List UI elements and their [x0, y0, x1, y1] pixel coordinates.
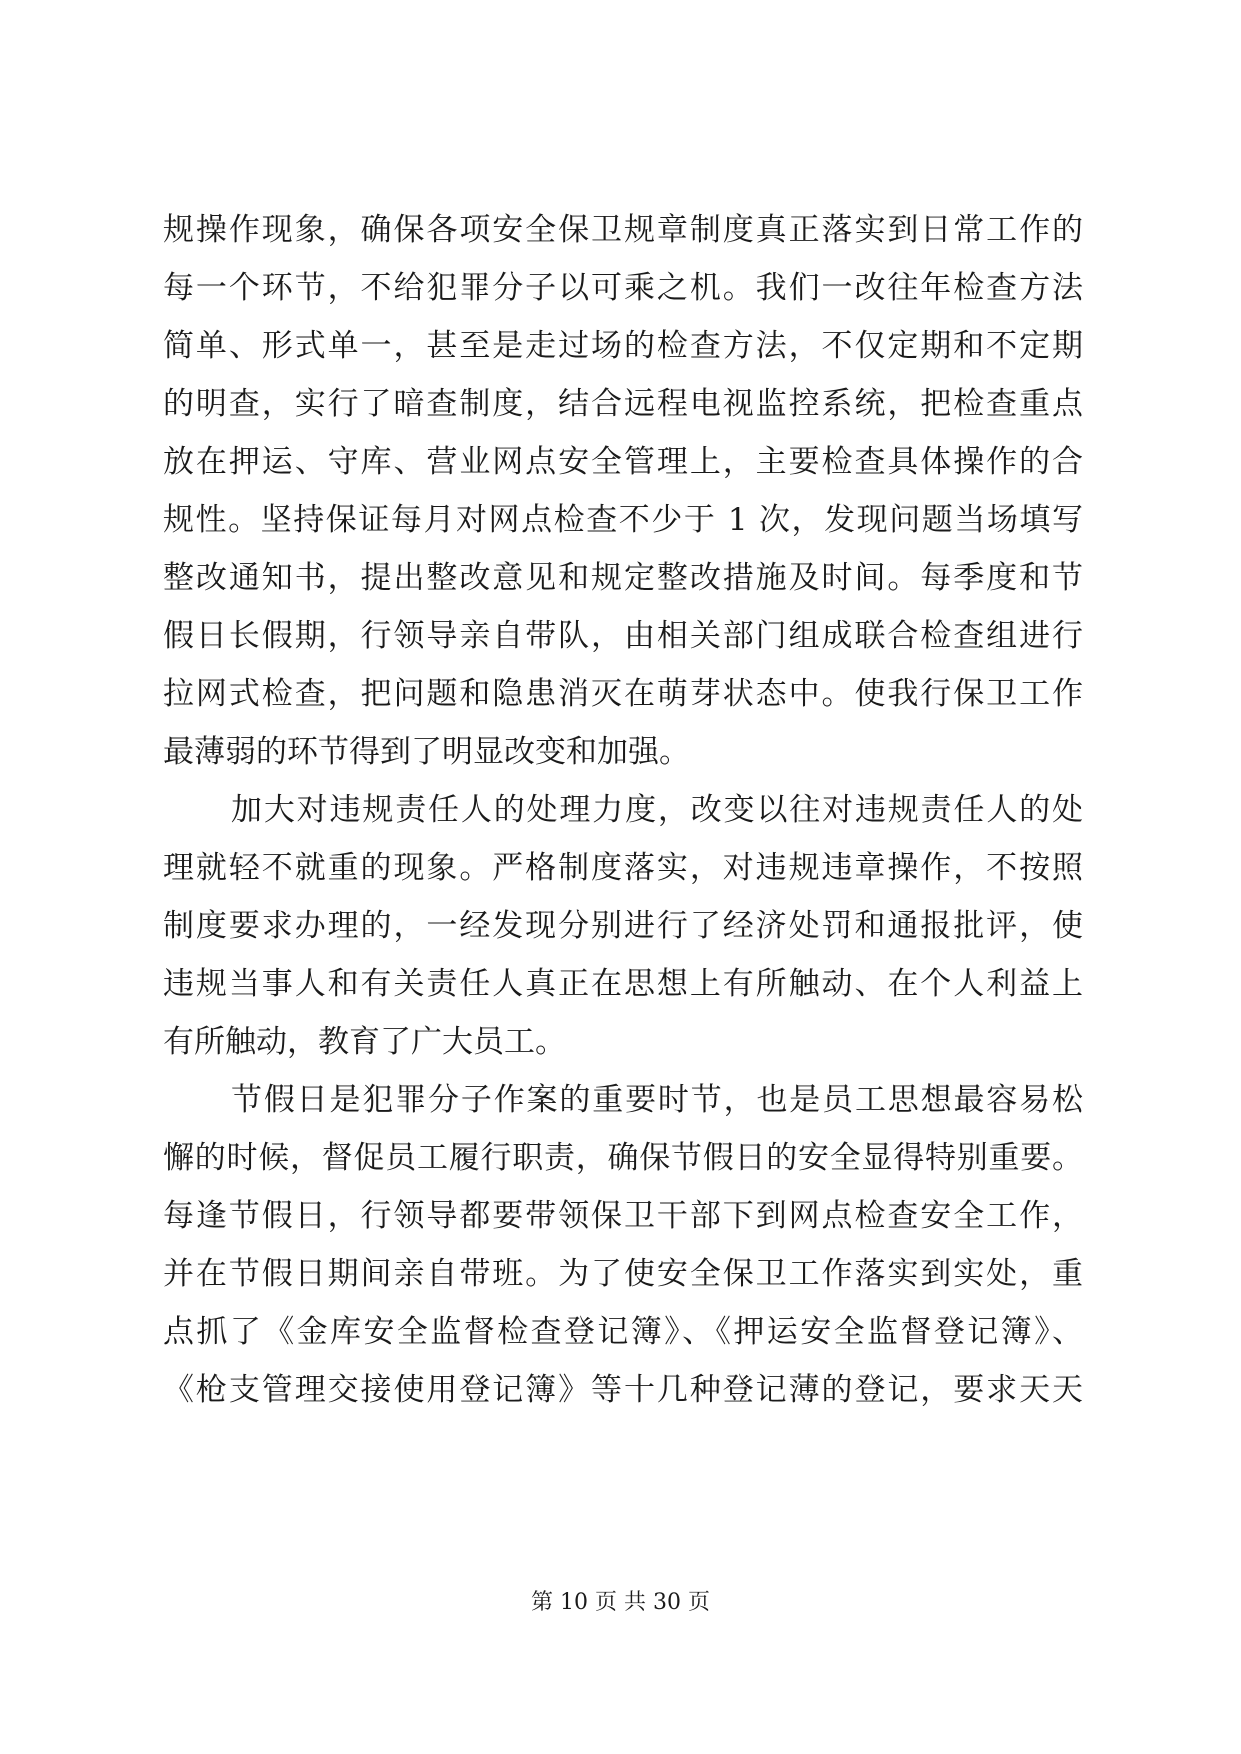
- text-line: 并在节假日期间亲自带班。为了使安全保卫工作落实到实处，重: [163, 1256, 1083, 1292]
- text-line: 放在押运、守库、营业网点安全管理上，主要检查具体操作的合: [163, 444, 1083, 480]
- text-line: 规性。坚持保证每月对网点检查不少于 1 次，发现问题当场填写: [163, 502, 1083, 538]
- paragraph-first-line: 加大对违规责任人的处理力度，改变以往对违规责任人的处: [231, 792, 1083, 828]
- text-line: 有所触动，教育了广大员工。: [163, 1024, 566, 1060]
- text-line: 理就轻不就重的现象。严格制度落实，对违规违章操作，不按照: [163, 850, 1083, 886]
- text-line: 每逢节假日，行领导都要带领保卫干部下到网点检查安全工作，: [163, 1198, 1083, 1234]
- text-line: 拉网式检查，把问题和隐患消灭在萌芽状态中。使我行保卫工作: [163, 676, 1083, 712]
- text-line: 懈的时候，督促员工履行职责，确保节假日的安全显得特别重要。: [163, 1140, 1083, 1176]
- page-number-footer: 第 10 页 共 30 页: [531, 1590, 710, 1615]
- text-line: 最薄弱的环节得到了明显改变和加强。: [163, 734, 690, 770]
- text-line: 的明查，实行了暗查制度，结合远程电视监控系统，把检查重点: [163, 386, 1083, 422]
- text-line: 违规当事人和有关责任人真正在思想上有所触动、在个人利益上: [163, 966, 1083, 1002]
- text-line: 规操作现象，确保各项安全保卫规章制度真正落实到日常工作的: [163, 212, 1083, 248]
- text-line: 整改通知书，提出整改意见和规定整改措施及时间。每季度和节: [163, 560, 1083, 596]
- text-line: 制度要求办理的，一经发现分别进行了经济处罚和通报批评，使: [163, 908, 1083, 944]
- paragraph-first-line: 节假日是犯罪分子作案的重要时节，也是员工思想最容易松: [231, 1082, 1083, 1118]
- text-line: 假日长假期，行领导亲自带队，由相关部门组成联合检查组进行: [163, 618, 1083, 654]
- text-line: 简单、形式单一，甚至是走过场的检查方法，不仅定期和不定期: [163, 328, 1083, 364]
- text-line: 《枪支管理交接使用登记簿》等十几种登记薄的登记，要求天天: [163, 1372, 1083, 1408]
- text-line: 点抓了《金库安全监督检查登记簿》、《押运安全监督登记簿》、: [163, 1314, 1083, 1350]
- text-line: 每一个环节，不给犯罪分子以可乘之机。我们一改往年检查方法: [163, 270, 1083, 306]
